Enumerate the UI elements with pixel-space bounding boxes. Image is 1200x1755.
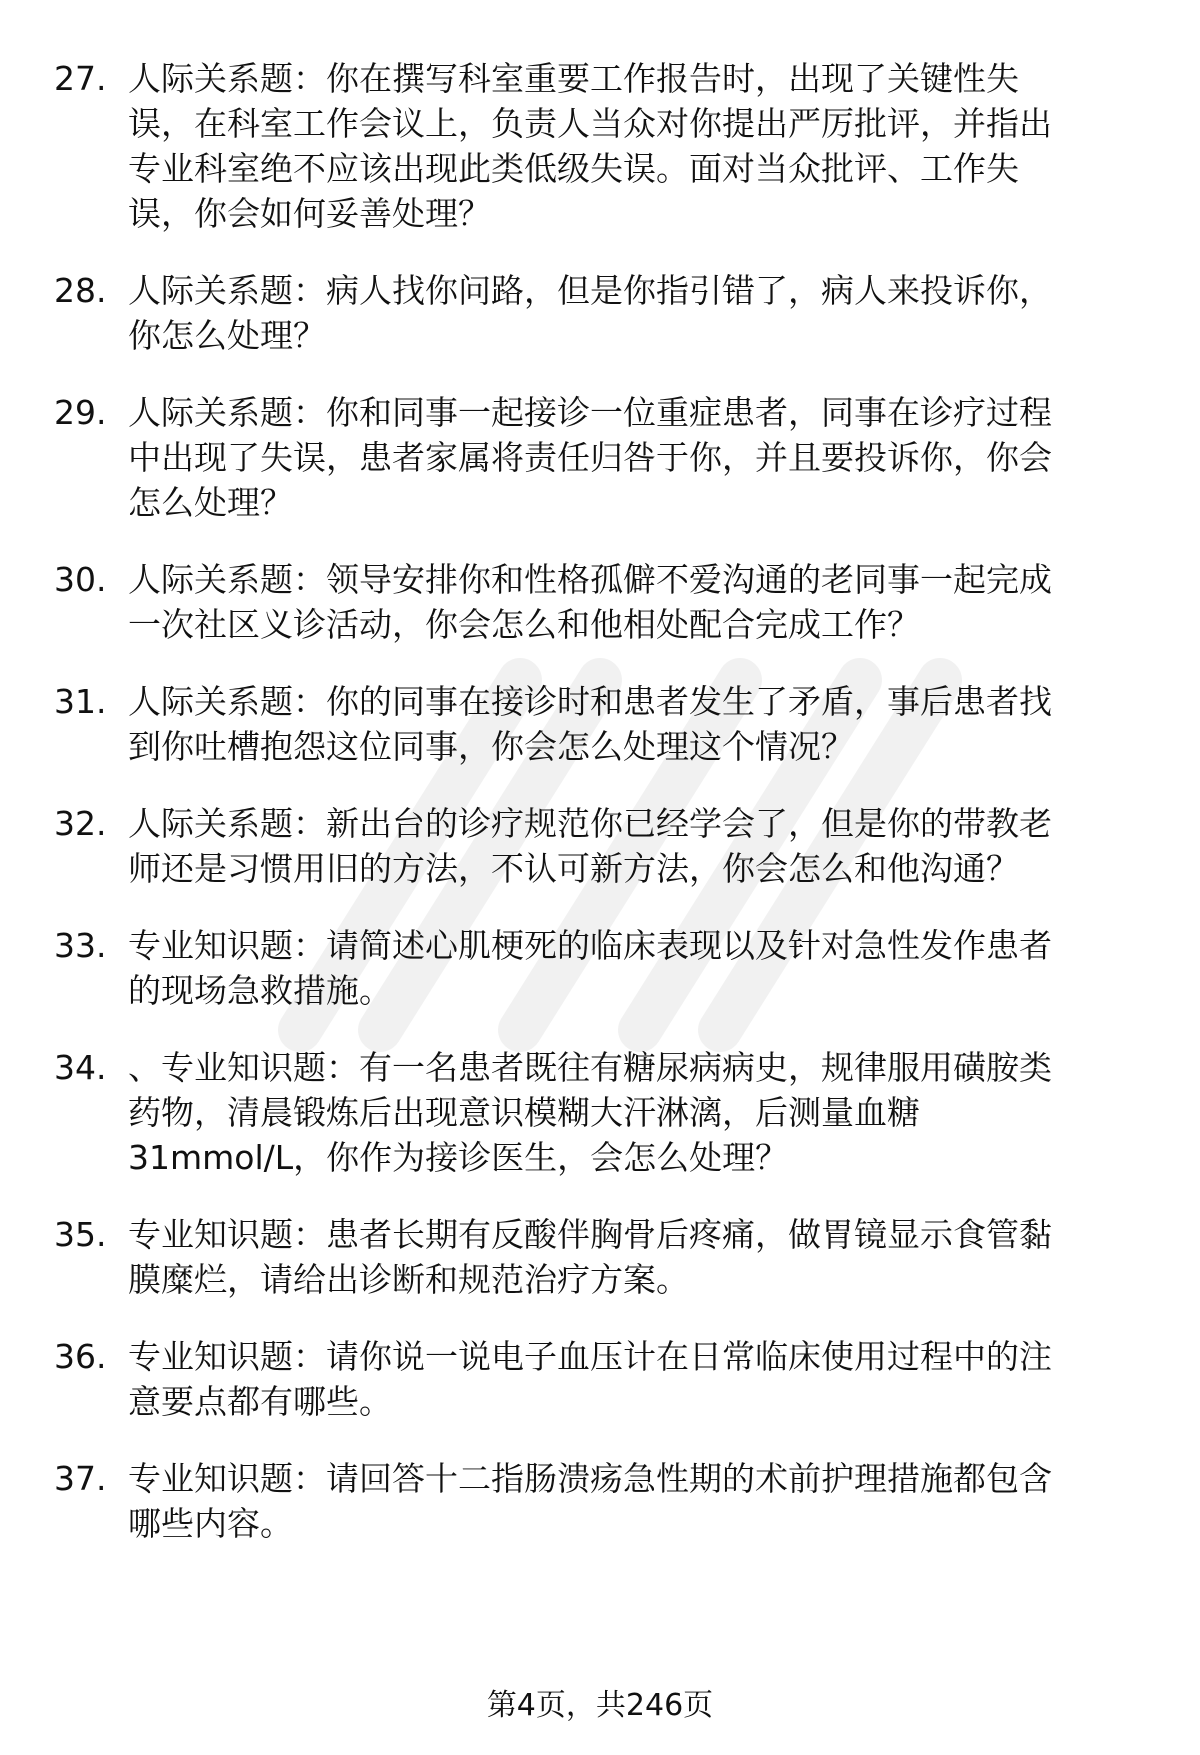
question-text: 人际关系题：新出台的诊疗规范你已经学会了，但是你的带教老 师还是习惯用旧的方法，不认可新方法，你会怎么和他沟通？ (128, 804, 1052, 888)
question-text: 人际关系题：你和同事一起接诊一位重症患者，同事在诊疗过程 中出现了失误，患者家属将责任归咎于你，并且要投诉你，你会 怎么处理？ (128, 393, 1052, 522)
question-item (54, 1456, 1144, 1546)
question-number: 28. (54, 271, 107, 310)
question-number: 32. (54, 804, 107, 843)
question-item (54, 557, 1144, 647)
question-text: 专业知识题：请你说一说电子血压计在日常临床使用过程中的注 意要点都有哪些。 (128, 1337, 1052, 1421)
question-number: 37. (54, 1459, 107, 1498)
question-item (54, 923, 1144, 1013)
question-item (54, 801, 1144, 891)
question-text: 、专业知识题：有一名患者既往有糖尿病病史，规律服用磺胺类 药物，清晨锻炼后出现意识模糊大汗淋漓，后测量血糖 31mmol/L，你作为接诊医生，会怎么处理？ (128, 1048, 1052, 1177)
question-item (54, 1334, 1144, 1424)
question-item (54, 679, 1144, 769)
question-number: 27. (54, 59, 107, 98)
question-number: 31. (54, 682, 107, 721)
question-number: 34. (54, 1048, 107, 1087)
page-footer: 第4页，共246页 (486, 1688, 714, 1723)
question-number: 29. (54, 393, 107, 432)
question-text: 专业知识题：请简述心肌梗死的临床表现以及针对急性发作患者 的现场急救措施。 (128, 926, 1052, 1010)
question-text: 人际关系题：你的同事在接诊时和患者发生了矛盾，事后患者找 到你吐槽抱怨这位同事，你会怎么处理这个情况？ (128, 682, 1052, 766)
question-item (54, 56, 1144, 236)
question-item (54, 268, 1144, 358)
question-list (54, 56, 1144, 1578)
question-item (54, 1045, 1144, 1180)
question-text: 专业知识题：患者长期有反酸伴胸骨后疼痛，做胃镜显示食管黏 膜糜烂，请给出诊断和规范治疗方案。 (128, 1215, 1052, 1299)
question-number: 35. (54, 1215, 107, 1254)
question-number: 33. (54, 926, 107, 965)
question-text: 人际关系题：病人找你问路，但是你指引错了，病人来投诉你， 你怎么处理？ (128, 271, 1052, 355)
question-text: 人际关系题：领导安排你和性格孤僻不爱沟通的老同事一起完成 一次社区义诊活动，你会怎么和他相处配合完成工作？ (128, 560, 1052, 644)
question-item (54, 390, 1144, 525)
question-text: 专业知识题：请回答十二指肠溃疡急性期的术前护理措施都包含 哪些内容。 (128, 1459, 1052, 1543)
question-text: 人际关系题：你在撰写科室重要工作报告时，出现了关键性失 误，在科室工作会议上，负责人当众对你提出严厉批评，并指出 专业科室绝不应该出现此类低级失误。面对当众批评、工作失 误，你会如何妥善处理？ (128, 59, 1052, 233)
question-number: 36. (54, 1337, 107, 1376)
question-item (54, 1212, 1144, 1302)
question-number: 30. (54, 560, 107, 599)
